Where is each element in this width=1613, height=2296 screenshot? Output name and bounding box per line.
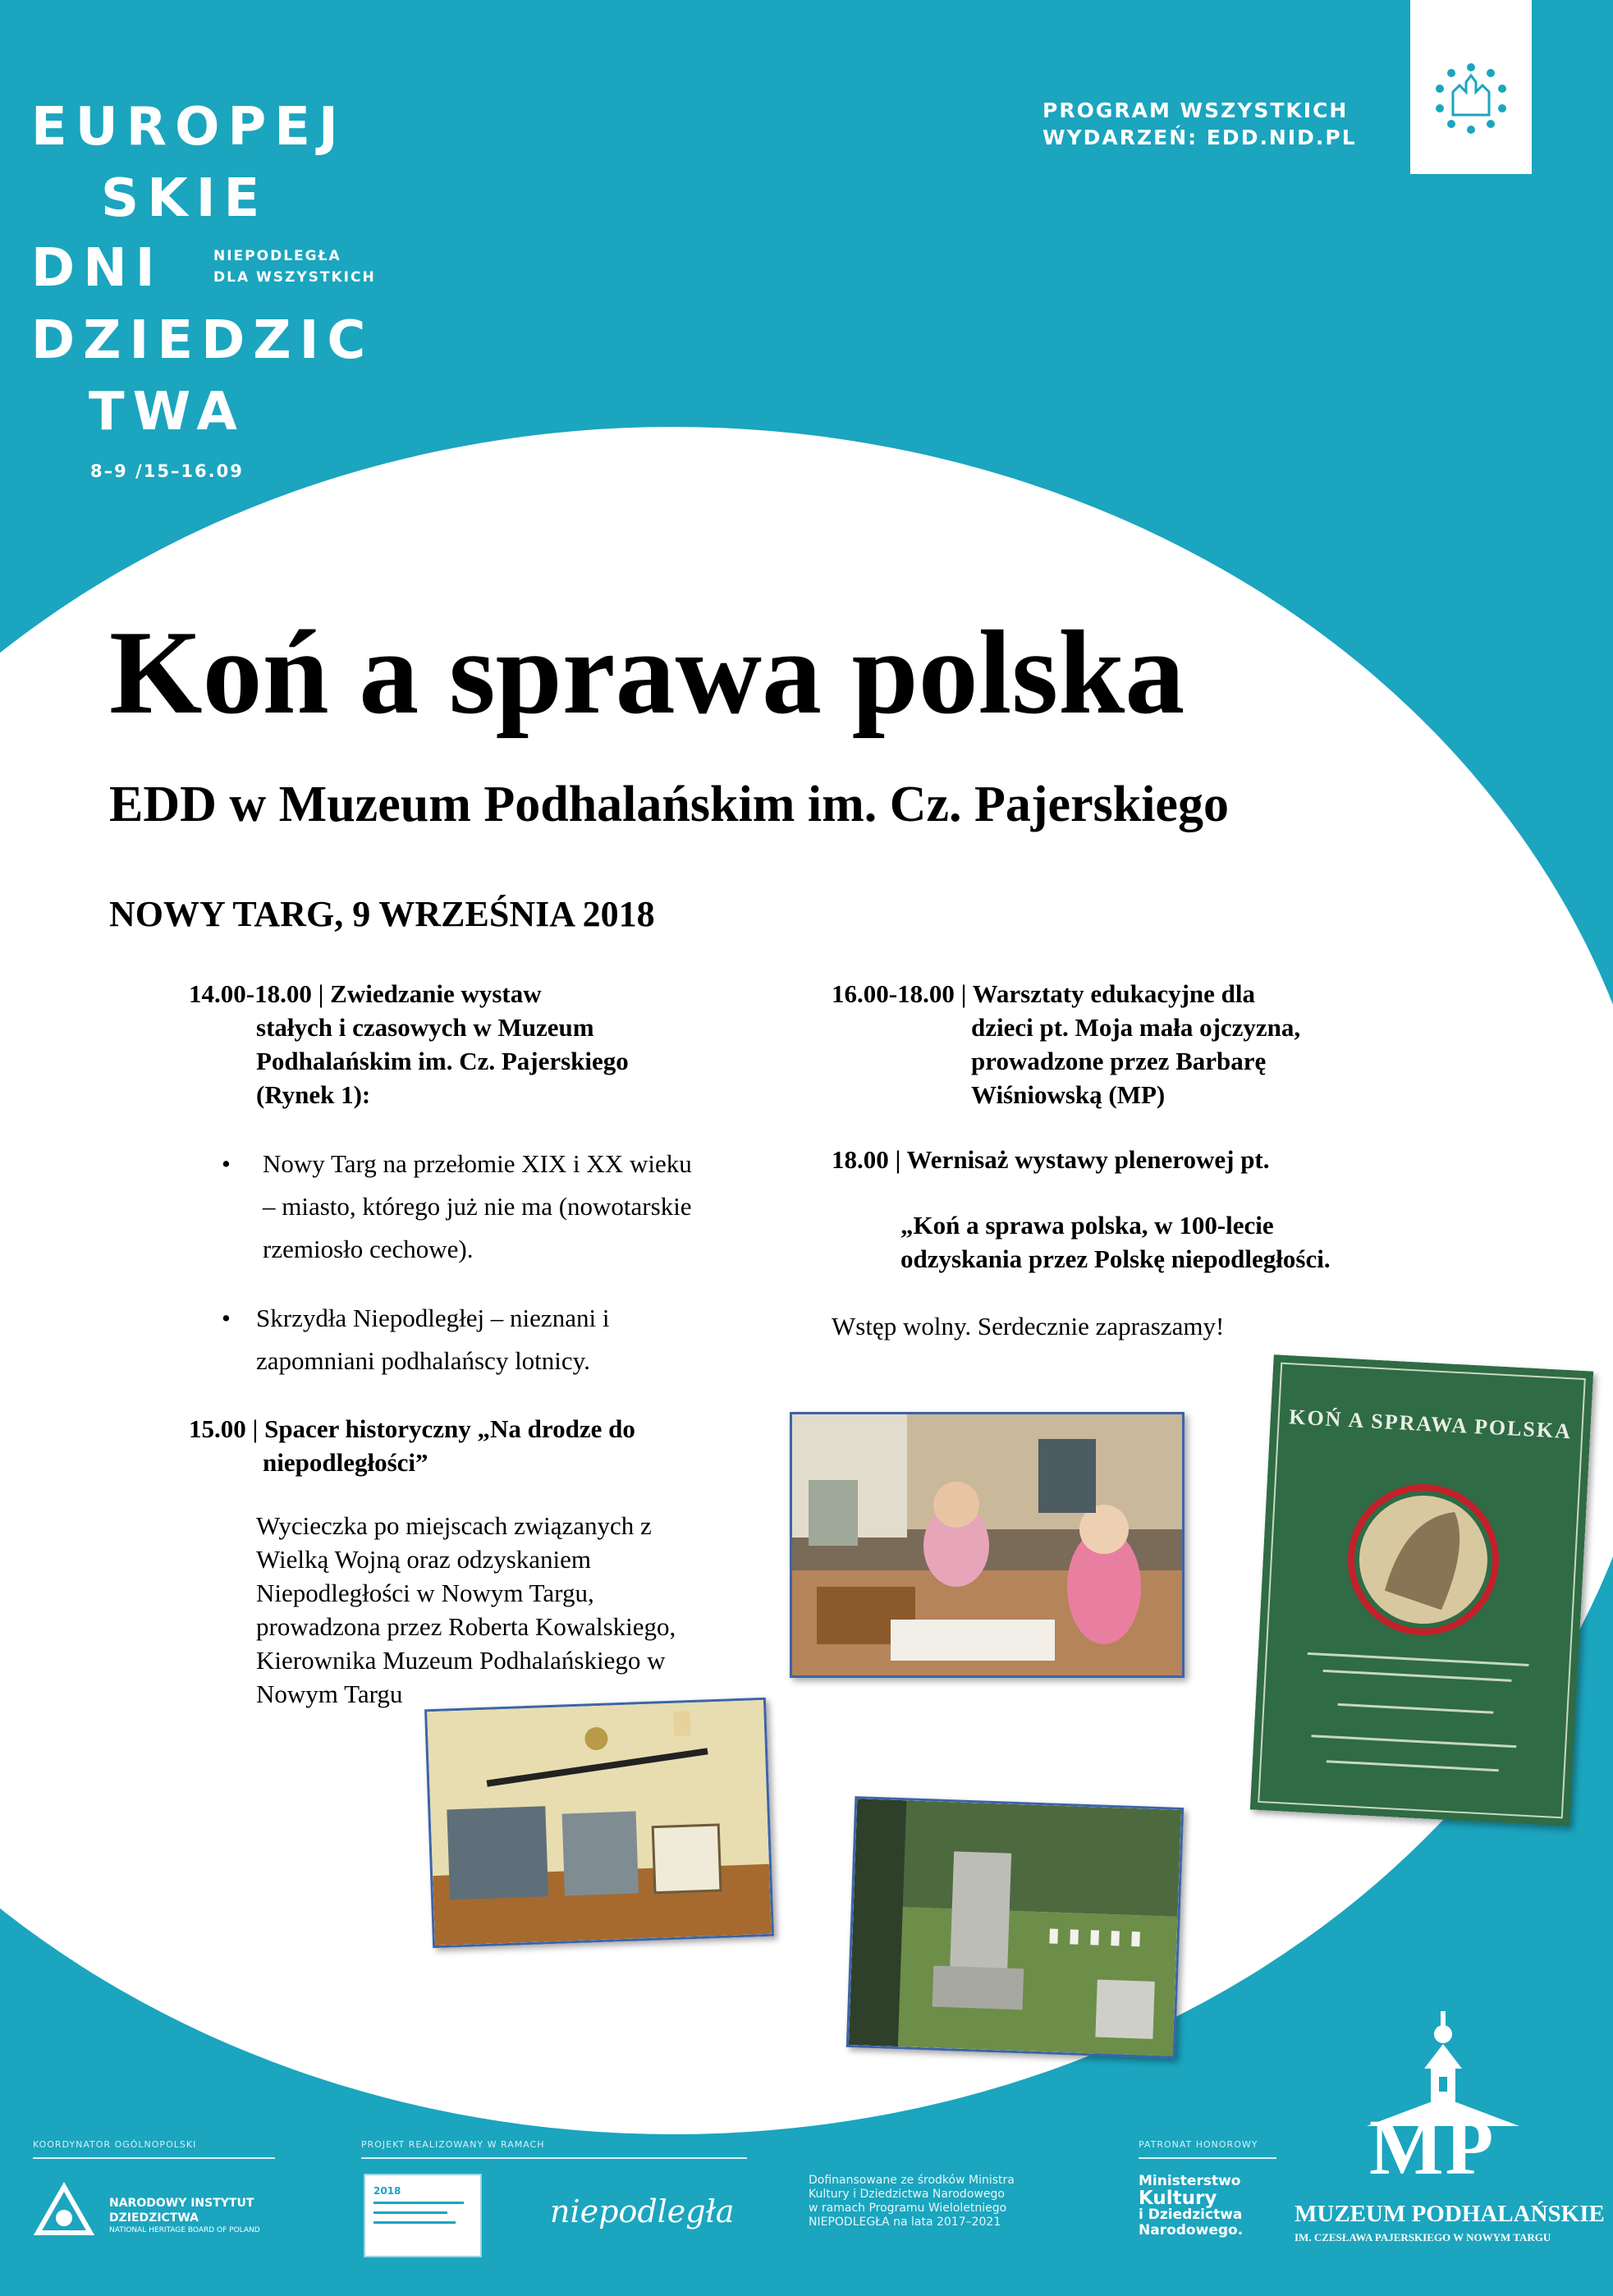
footer-label-project: PROJEKT REALIZOWANY W RAMACH [361, 2139, 545, 2150]
bullet-1-line: Nowy Targ na przełomie XIX i XX wieku [263, 1149, 692, 1178]
footer-label-patronage: PATRONAT HONOROWY [1139, 2139, 1258, 2150]
program-line-2: WYDARZEŃ: EDD.NID.PL [1042, 126, 1357, 149]
logo-line-2: SKIE [101, 168, 268, 229]
mp-logo-letters: MP [1369, 2103, 1496, 2191]
main-title: Koń a sprawa polska [109, 606, 1185, 739]
event-2-desc-line: Nowym Targu [256, 1680, 403, 1708]
funding-line: NIEPODLEGŁA na lata 2017–2021 [809, 2216, 1001, 2229]
event-2-desc-line: Kierownika Muzeum Podhalańskiego w [256, 1646, 666, 1675]
event-2-head: 15.00 | Spacer historyczny „Na drodze do [189, 1414, 635, 1443]
event-3-line: prowadzone przez Barbarę [971, 1047, 1267, 1075]
ministry-line: Kultury [1139, 2188, 1217, 2209]
heritage-emblem [1410, 0, 1532, 174]
footer-divider [361, 2157, 747, 2159]
bullet-dot: • [222, 1304, 231, 1332]
cemetery-photo [846, 1796, 1184, 2059]
bullet-1 [222, 1143, 780, 1271]
event-2-head-2: niepodległości” [263, 1448, 428, 1477]
museum-name: MUZEUM PODHALAŃSKIE [1295, 2201, 1605, 2227]
logo-line-5: TWA [89, 382, 245, 442]
footer-label-coordinator: KOORDYNATOR OGÓLNOPOLSKI [33, 2139, 197, 2150]
event-2 [189, 1412, 780, 1479]
stars-castle-icon [1410, 0, 1532, 174]
logo-line-1: EUROPEJ [31, 97, 346, 158]
museum-interior-photo [424, 1698, 774, 1948]
nid-logo [31, 2182, 97, 2252]
logo-sub-2: DLA WSZYSTKICH [213, 269, 376, 286]
poster-title: KOŃ A SPRAWA POLSKA [1288, 1405, 1573, 1444]
event-4-head: 18.00 | Wernisaż wystawy plenerowej pt. [832, 1145, 1270, 1174]
funding-text [809, 2174, 1015, 2230]
event-1-line: stałych i czasowych w Muzeum [256, 1013, 594, 1042]
place-date: NOWY TARG, 9 WRZEŚNIA 2018 [109, 894, 655, 934]
exhibition-poster [1250, 1354, 1594, 1826]
event-2-desc-line: prowadzona przez Roberta Kowalskiego, [256, 1612, 676, 1641]
nid-name-1: NARODOWY INSTYTUT [109, 2197, 254, 2210]
event-4-line: „Koń a sprawa polska, w 100-lecie [900, 1211, 1274, 1240]
funding-line: Dofinansowane ze środków Ministra [809, 2174, 1015, 2187]
edd-2018-badge: 2018 [364, 2174, 482, 2257]
children-workshop-image [792, 1414, 1182, 1675]
program-line-1: PROGRAM WSZYSTKICH [1042, 99, 1349, 122]
bullet-2-line: Skrzydła Niepodległej – nieznani i [256, 1304, 610, 1332]
museum-subname: IM. CZESŁAWA PAJERSKIEGO W NOWYM TARGU [1295, 2231, 1551, 2243]
funding-line: w ramach Programu Wieloletniego [809, 2202, 1007, 2215]
ministry-line: Narodowego. [1139, 2222, 1244, 2239]
event-2-desc-line: Wycieczka po miejscach związanych z [256, 1511, 652, 1540]
logo-dates: 8–9 /15–16.09 [90, 461, 244, 481]
free-entry: Wstęp wolny. Serdecznie zapraszamy! [832, 1312, 1225, 1340]
event-1-line: (Rynek 1): [256, 1080, 371, 1109]
nid-name-2: DZIEDZICTWA [109, 2211, 199, 2225]
propeller-exhibit-image [427, 1700, 772, 1945]
funding-line: Kultury i Dziedzictwa Narodowego [809, 2188, 1005, 2201]
nid-emblem-icon [31, 2182, 97, 2248]
ministry-line: i Dziedzictwa [1139, 2207, 1243, 2223]
logo-line-3: DNI [31, 238, 163, 299]
event-2-desc-line: Wielką Wojną oraz odzyskaniem [256, 1545, 592, 1574]
bullet-dot: • [222, 1149, 231, 1178]
event-3-line: Wiśniowską (MP) [971, 1080, 1166, 1109]
event-1 [189, 977, 763, 1111]
footer-divider [1139, 2157, 1276, 2159]
ministry-line: Ministerstwo [1139, 2173, 1241, 2189]
event-1-head: 14.00-18.00 | Zwiedzanie wystaw [189, 979, 542, 1008]
bullet-1-line: – miasto, którego już nie ma (nowotarskie [263, 1192, 692, 1221]
subtitle: EDD w Muzeum Podhalańskim im. Cz. Pajerskiego [109, 777, 1229, 832]
footer-divider [33, 2157, 275, 2159]
event-2-desc-line: Niepodległości w Nowym Targu, [256, 1579, 594, 1607]
bullet-2 [222, 1297, 780, 1382]
event-1-line: Podhalańskim im. Cz. Pajerskiego [256, 1047, 629, 1075]
event-3-head: 16.00-18.00 | Warsztaty edukacyjne dla [832, 979, 1256, 1008]
logo-line-4: DZIEDZIC [31, 310, 374, 371]
logo-sub-1: NIEPODLEGŁA [213, 248, 341, 264]
event-3-line: dzieci pt. Moja mała ojczyzna, [971, 1013, 1301, 1042]
event-4-line: odzyskania przez Polskę niepodległości. [900, 1244, 1331, 1273]
ministry-logo [1139, 2174, 1243, 2239]
bullet-1-line: rzemiosło cechowe). [263, 1235, 474, 1263]
event-3 [832, 977, 1455, 1111]
event-4-desc [900, 1208, 1492, 1276]
bullet-2-line: zapomniani podhalańscy lotnicy. [256, 1346, 590, 1375]
niepodlegla-logo: niepodległa [550, 2193, 735, 2230]
event-2-desc [256, 1509, 781, 1711]
nid-name-3: NATIONAL HERITAGE BOARD OF POLAND [109, 2226, 260, 2234]
workshop-photo [790, 1412, 1185, 1678]
cemetery-image [849, 1799, 1181, 2056]
